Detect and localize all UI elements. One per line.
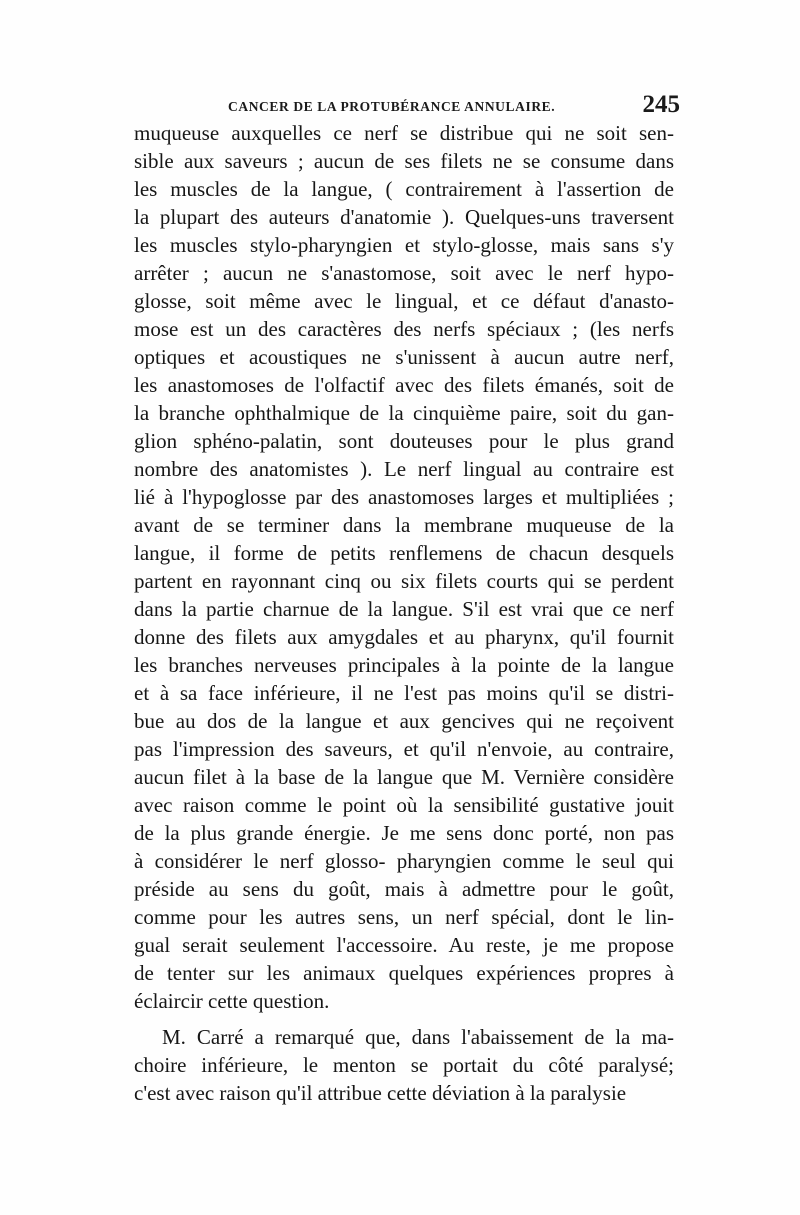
text-line: de la plus grande énergie. Je me sens donc porté, non pas [134,821,674,845]
text-line: comme pour les autres sens, un nerf spécial, dont le lin- [134,905,674,929]
text-line: dans la partie charnue de la langue. S'il est vrai que ce nerf [134,597,674,621]
text-line: à considérer le nerf glosso- pharyngien comme le seul qui [134,849,674,873]
paragraph-1 [134,119,674,1015]
text-line: aucun filet à la base de la langue que M. Vernière considère [134,765,674,789]
text-line: M. Carré a remarqué que, dans l'abaissement de la ma- [162,1025,674,1049]
text-line: nombre des anatomistes ). Le nerf lingual au contraire est [134,457,674,481]
text-line: muqueuse auxquelles ce nerf se distribue qui ne soit sen- [134,121,674,145]
text-line: gual serait seulement l'accessoire. Au reste, je me propose [134,933,674,957]
text-line: les branches nerveuses principales à la pointe de la langue [134,653,674,677]
text-line: choire inférieure, le menton se portait du côté paralysé; [134,1053,674,1077]
text-line: pas l'impression des saveurs, et qu'il n'envoie, au contraire, [134,737,674,761]
text-line: la plupart des auteurs d'anatomie ). Quelques-uns traversent [134,205,674,229]
text-line: les muscles de la langue, ( contrairement à l'assertion de [134,177,674,201]
paragraph-gap [134,1015,674,1023]
running-title: CANCER DE LA PROTUBÉRANCE ANNULAIRE. [228,99,556,114]
text-line: avec raison comme le point où la sensibilité gustative jouit [134,793,674,817]
text-line: glosse, soit même avec le lingual, et ce défaut d'anasto- [134,289,674,313]
text-line: de tenter sur les animaux quelques expériences propres à [134,961,674,985]
text-line: avant de se terminer dans la membrane muqueuse de la [134,513,674,537]
text-line: préside au sens du goût, mais à admettre pour le goût, [134,877,674,901]
text-line: donne des filets aux amygdales et au pharynx, qu'il fournit [134,625,674,649]
text-line: les muscles stylo-pharyngien et stylo-glosse, mais sans s'y [134,233,674,257]
text-line: les anastomoses de l'olfactif avec des filets émanés, soit de [134,373,674,397]
body-text [134,119,674,1107]
text-line: lié à l'hypoglosse par des anastomoses larges et multipliées ; [134,485,674,509]
page-number: 245 [642,91,680,118]
text-line: c'est avec raison qu'il attribue cette déviation à la paralysie [134,1081,627,1105]
text-line: la branche ophthalmique de la cinquième paire, soit du gan- [134,401,674,425]
text-line: optiques et acoustiques ne s'unissent à aucun autre nerf, [134,345,674,369]
text-line: sible aux saveurs ; aucun de ses filets ne se consume dans [134,149,674,173]
text-line: langue, il forme de petits renflemens de chacun desquels [134,541,674,565]
text-line: bue au dos de la langue et aux gencives qui ne reçoivent [134,709,674,733]
text-line: éclaircir cette question. [134,989,330,1013]
running-head [228,91,688,121]
paragraph-2 [134,1023,674,1107]
text-line: glion sphéno-palatin, sont douteuses pour le plus grand [134,429,674,453]
text-line: partent en rayonnant cinq ou six filets courts qui se perdent [134,569,674,593]
text-line: mose est un des caractères des nerfs spéciaux ; (les nerfs [134,317,674,341]
text-line: arrêter ; aucun ne s'anastomose, soit avec le nerf hypo- [134,261,674,285]
text-line: et à sa face inférieure, il ne l'est pas moins qu'il se distri- [134,681,674,705]
